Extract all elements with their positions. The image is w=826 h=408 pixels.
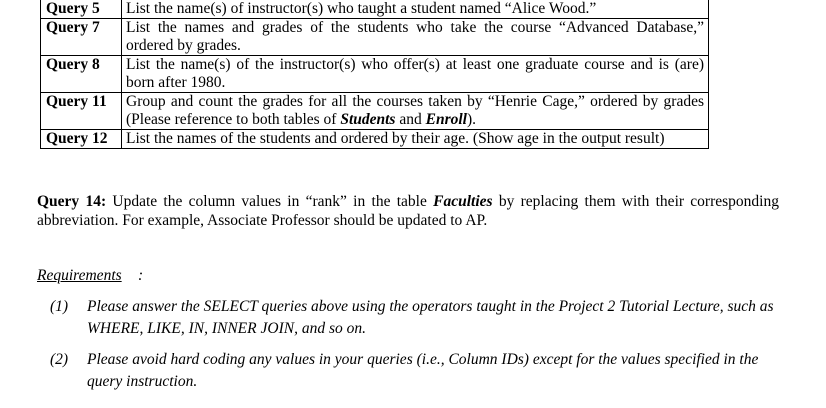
- query-table: [40, 0, 709, 149]
- query-label: Query 11: [41, 93, 122, 130]
- requirements-colon: :: [138, 267, 144, 284]
- query-label: Query 7: [41, 19, 122, 56]
- table-name-enroll: Enroll: [425, 111, 467, 128]
- table-row: [41, 0, 709, 19]
- table-name-faculties: Faculties: [433, 193, 493, 210]
- query-description: List the name(s) of the instructor(s) who offer(s) at least one graduate course and is (are) born after 1980.: [122, 56, 709, 93]
- query-description: List the names of the students and ordered by their age. (Show age in the output result): [122, 130, 709, 149]
- table-row: [41, 93, 709, 130]
- query-label: Query 12: [41, 130, 122, 149]
- query-label: Query 5: [41, 0, 122, 19]
- query-description: Group and count the grades for all the courses taken by “Henrie Cage,” ordered by grades (Please reference to both tables of Students and Enroll).: [122, 93, 709, 130]
- requirement-text: Please avoid hard coding any values in your queries (i.e., Column IDs) except for the values specified in the query instruction.: [87, 351, 759, 390]
- requirement-number: (1): [50, 298, 69, 315]
- table-row: [41, 19, 709, 56]
- query-14-label: Query 14:: [37, 193, 107, 210]
- query-description: List the names and grades of the students who take the course “Advanced Database,” ordered by grades.: [122, 19, 709, 56]
- requirement-number: (2): [50, 351, 69, 368]
- table-name-students: Students: [340, 111, 396, 128]
- requirement-item: [50, 296, 793, 340]
- requirement-text: Please answer the SELECT queries above using the operators taught in the Project 2 Tutorial Lecture, such as WHERE, LIKE, IN, INNER JOIN, and so on.: [87, 298, 774, 337]
- query-description: List the name(s) of instructor(s) who taught a student named “Alice Wood.”: [122, 0, 709, 19]
- table-row: [41, 130, 709, 149]
- requirement-item: [50, 349, 793, 393]
- query-label: Query 8: [41, 56, 122, 93]
- requirements-heading: Requirements: [37, 267, 122, 284]
- query-14-paragraph: Query 14: Update the column values in “rank” in the table Faculties by replacing them with their corresponding abbreviation. For example, Associate Professor should be updated to AP.: [37, 193, 779, 229]
- table-row: [41, 56, 709, 93]
